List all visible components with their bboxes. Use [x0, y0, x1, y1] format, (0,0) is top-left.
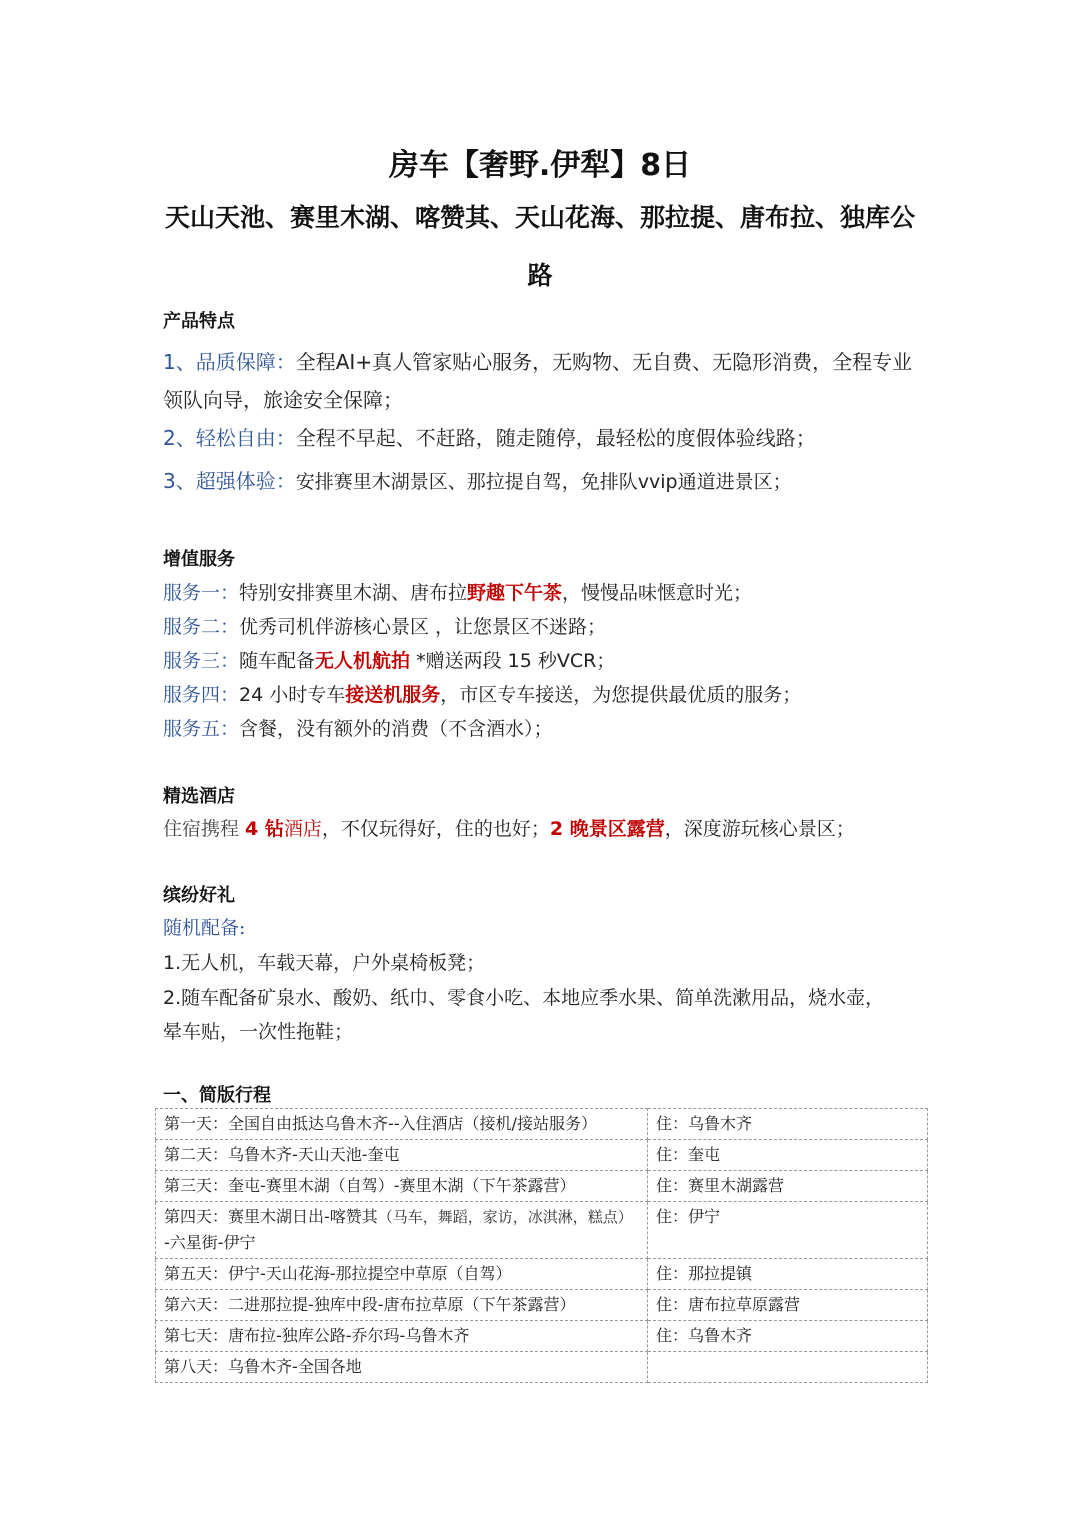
service-3-highlight: 无人机航拍: [315, 650, 411, 672]
features-heading: 产品特点: [163, 311, 235, 332]
service-3-label: 服务三：: [163, 650, 240, 672]
hotel-text-mid: ，不仅玩得好，住的也好；: [321, 818, 550, 840]
hotel-highlight-1: 4 钻: [245, 818, 284, 840]
route-note: （马车，舞蹈，家访，冰淇淋，糕点）: [377, 1208, 633, 1226]
hotel-text-pre: 住宿携程: [163, 818, 246, 840]
hotel-highlight-1-suffix: 酒店: [283, 818, 322, 840]
feature-2-text: 全程不早起、不赶路，随走随停，最轻松的度假体验线路；: [295, 426, 816, 450]
route-cell: 第六天：二进那拉提-独库中段-唐布拉草原（下午茶露营）: [156, 1290, 648, 1321]
service-4-text: 24 小时专车: [239, 684, 346, 706]
route-cell: [156, 1202, 648, 1259]
feature-3-label: 3、超强体验：: [163, 469, 296, 493]
service-3-text-end: *赠送两段 15 秒VCR；: [410, 650, 616, 672]
service-item-2: [163, 612, 606, 639]
hotel-heading: 精选酒店: [163, 786, 235, 807]
gift-item-1: 1.无人机，车载天幕，户外桌椅板凳；: [163, 952, 486, 974]
feature-item-2: [163, 422, 816, 451]
stay-cell: 住：乌鲁木齐: [648, 1321, 928, 1352]
gift-item-2-cont: 晕车贴，一次性拖鞋；: [163, 1021, 354, 1043]
service-4-highlight: 接送机服务: [345, 684, 441, 706]
table-row: [156, 1140, 928, 1171]
subtitle-line-2: 路: [527, 261, 553, 290]
stay-cell: 住：乌鲁木齐: [648, 1109, 928, 1140]
service-item-4: [163, 680, 801, 707]
itinerary-heading: 一、简版行程: [163, 1085, 271, 1106]
gift-item-2: 2.随车配备矿泉水、酸奶、纸巾、零食小吃、本地应季水果、简单洗漱用品，烧水壶，: [163, 987, 885, 1009]
table-row: [156, 1321, 928, 1352]
route-cell: 第三天：奎屯-赛里木湖（自驾）-赛里木湖（下午茶露营）: [156, 1171, 648, 1202]
stay-cell: 住：唐布拉草原露营: [648, 1290, 928, 1321]
hotel-highlight-2: 2 晚景区露营: [549, 818, 665, 840]
stay-cell: [648, 1352, 928, 1383]
feature-item-3: [163, 465, 792, 494]
route-text: 第四天：赛里木湖日出-喀赞其: [164, 1207, 378, 1226]
table-row: [156, 1352, 928, 1383]
table-row: [156, 1259, 928, 1290]
feature-2-label: 2、轻松自由：: [163, 426, 296, 450]
stay-cell: 住：那拉提镇: [648, 1259, 928, 1290]
service-4-text-end: ，市区专车接送，为您提供最优质的服务；: [440, 684, 802, 706]
service-1-text: 特别安排赛里木湖、唐布拉: [239, 582, 468, 604]
service-1-text-end: ，慢慢品味惬意时光；: [562, 582, 753, 604]
hotel-text-post: ，深度游玩核心景区；: [664, 818, 855, 840]
feature-3-text: 安排赛里木湖景区、那拉提自驾，免排队vvip通道进景区；: [295, 471, 792, 493]
service-2-label: 服务二：: [163, 616, 240, 638]
service-item-1: [163, 578, 752, 605]
stay-cell: 住：赛里木湖露营: [648, 1171, 928, 1202]
feature-1-text: 全程AI+真人管家贴心服务，无购物、无自费、无隐形消费，全程专业: [295, 350, 913, 374]
feature-item-1-cont: 领队向导，旅途安全保障；: [163, 388, 403, 412]
route-cell: 第二天：乌鲁木齐-天山天池-奎屯: [156, 1140, 648, 1171]
service-1-label: 服务一：: [163, 582, 240, 604]
service-1-highlight: 野趣下午茶: [467, 582, 563, 604]
feature-1-label: 1、品质保障：: [163, 350, 296, 374]
route-cell: 第五天：伊宁-天山花海-那拉提空中草原（自驾）: [156, 1259, 648, 1290]
services-heading: 增值服务: [163, 549, 235, 570]
route-text-cont: -六星街-伊宁: [164, 1233, 256, 1252]
service-3-text: 随车配备: [239, 650, 316, 672]
service-2-text: 优秀司机伴游核心景区 ，让您景区不迷路；: [239, 616, 607, 638]
itinerary-table: [155, 1108, 928, 1383]
gifts-label: 随机配备:: [163, 917, 246, 939]
service-4-label: 服务四：: [163, 684, 240, 706]
table-row: [156, 1290, 928, 1321]
stay-cell: 住：伊宁: [648, 1202, 928, 1259]
route-cell: 第八天：乌鲁木齐-全国各地: [156, 1352, 648, 1383]
subtitle-line-1: 天山天池、赛里木湖、喀赞其、天山花海、那拉提、唐布拉、独库公: [164, 203, 915, 232]
table-row: [156, 1109, 928, 1140]
route-cell: 第一天：全国自由抵达乌鲁木齐--入住酒店（接机/接站服务）: [156, 1109, 648, 1140]
gifts-heading: 缤纷好礼: [163, 885, 235, 906]
page-title: 房车【奢野.伊犁】8日: [388, 148, 692, 183]
hotel-text: [163, 814, 855, 841]
table-row: [156, 1202, 928, 1259]
service-item-3: [163, 646, 615, 673]
service-5-label: 服务五：: [163, 718, 240, 740]
service-5-text: 含餐，没有额外的消费（不含酒水）；: [239, 718, 553, 740]
stay-cell: 住：奎屯: [648, 1140, 928, 1171]
feature-item-1: [163, 346, 912, 375]
table-row: [156, 1171, 928, 1202]
route-cell: 第七天：唐布拉-独库公路-乔尔玛-乌鲁木齐: [156, 1321, 648, 1352]
service-item-5: [163, 714, 553, 741]
